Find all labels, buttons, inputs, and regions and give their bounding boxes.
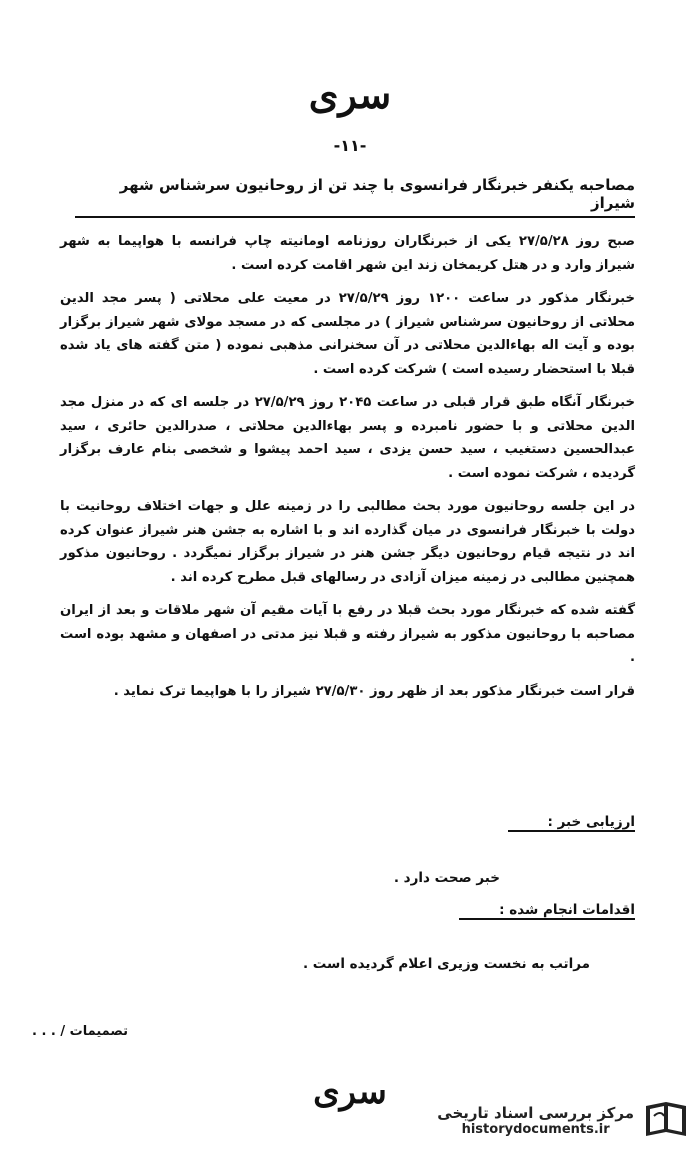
paragraph-prior-travel: گفته شده که خبرنگار مورد بحث قبلا در رفع با آیات مقیم آن شهر ملاقات و بعد از ایران مصاحبه با روحانیون مذکور به شیراز رفته و قبلا نیز مدتی در اصفهان و مشهد بوده است .: [60, 603, 635, 665]
classification-stamp-top: سری: [308, 72, 392, 117]
page-number: -۱۱-: [333, 136, 367, 155]
watermark-url: historydocuments.ir: [461, 1121, 610, 1137]
subject-heading: مصاحبه یکنفر خبرنگار فرانسوی با چند تن از روحانیون سرشناس شهر شیراز: [75, 176, 635, 218]
paragraph-mosque-gathering: خبرنگار مذکور در ساعت ۱۲۰۰ روز ۲۷/۵/۲۹ در معیت علی محلاتی ( پسر مجد الدین محلاتی از روحانیون سرشناس شیراز ) در مجلسی که در مسجد مولای شهر شیراز برگزار بوده و آیت اله بهاءالدین محلاتی در آن سخنرانی مذهبی نموده ( متن گفته های یاد شده قبلا با استحضار رسیده است ) شرکت کرده است .: [60, 291, 635, 377]
paragraph-meeting-topics: در این جلسه روحانیون مورد بحث مطالبی را در زمینه علل و جهات اختلاف روحانیت با دولت با خبرنگار فرانسوی در میان گذارده اند و با اشاره به جشن هنر شیراز عنوان کرده اند در نتیجه قیام روحانیون دیگر جشن هنر در شیراز برگزار نمیگردد . روحانیون مذکور همچنین مطالبی در زمینه میزان آزادی در رسالهای قبل مطرح کرده اند .: [60, 499, 635, 585]
classification-stamp-bottom: سری: [313, 1072, 387, 1112]
book-logo-icon: [642, 1098, 690, 1142]
report-body: [60, 230, 635, 713]
paragraph-departure: قرار است خبرنگار مذکور بعد از ظهر روز ۲۷/۵/۳۰ شیراز را با هواپیما ترک نماید .: [113, 683, 635, 699]
archive-watermark: [437, 1098, 690, 1142]
paragraph-arrival: صبح روز ۲۷/۵/۲۸ یکی از خبرنگاران روزنامه اومانیته چاپ فرانسه با هواپیما به شهر شیراز وارد و در هتل کریمخان زند این شهر اقامت کرده است .: [60, 234, 635, 273]
actions-label: اقدامات انجام شده :: [459, 902, 635, 920]
actions-value: مراتب به نخست وزیری اعلام گردیده است .: [302, 956, 590, 972]
decisions-label: تصمیمات / . . .: [32, 1024, 129, 1039]
evaluation-value: خبر صحت دارد .: [393, 870, 500, 886]
paragraph-evening-meeting: خبرنگار آنگاه طبق قرار قبلی در ساعت ۲۰۴۵ روز ۲۷/۵/۲۹ در جلسه ای که در منزل مجد الدین محلاتی و با حضور نامبرده و پسر بهاءالدین محلاتی ، صدرالدین حائری ، سید عبدالحسین دستغیب ، سید حسن یزدی ، سید احمد پیشوا و شخصی بنام عارف برگزار گردیده ، شرکت نموده است .: [60, 395, 635, 481]
evaluation-label: ارزیابی خبر :: [508, 814, 635, 832]
watermark-title: مرکز بررسی اسناد تاریخی: [437, 1103, 634, 1122]
